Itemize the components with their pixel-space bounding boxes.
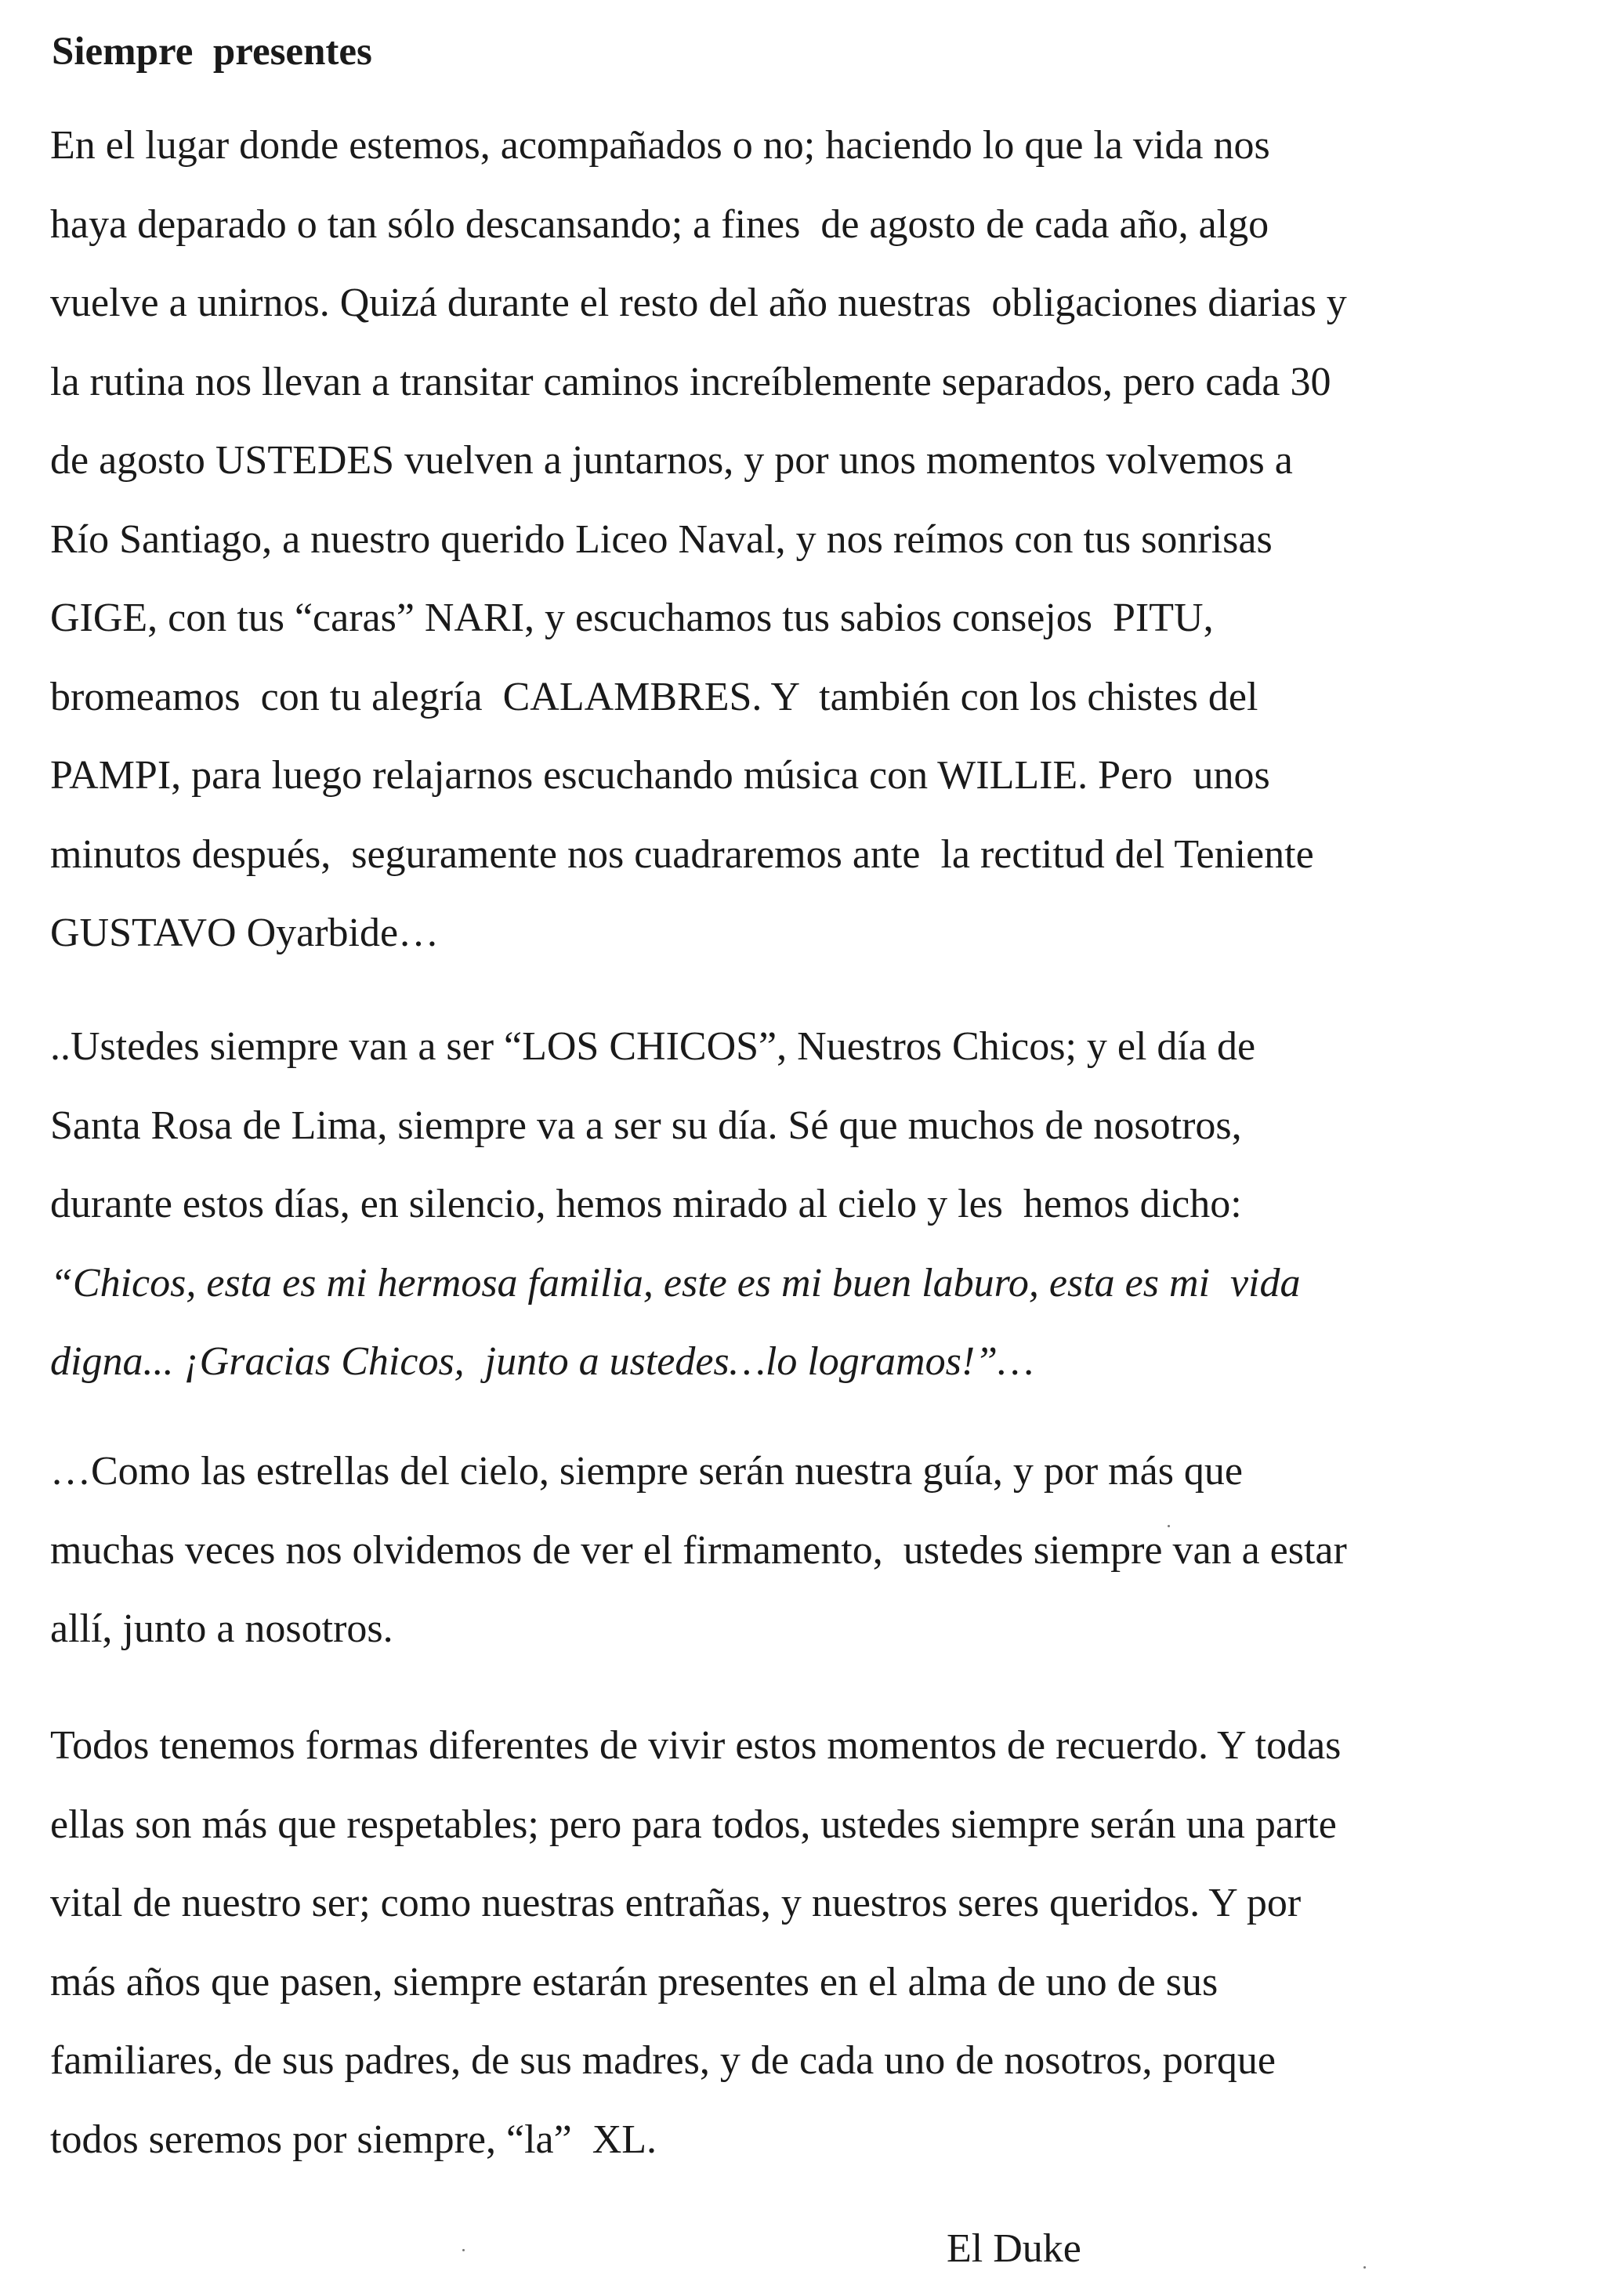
scan-speck xyxy=(1168,1525,1170,1527)
text-line: minutos después, seguramente nos cuadraremos ante la rectitud del Teniente xyxy=(50,831,1314,877)
text-line: vuelve a unirnos. Quizá durante el resto del año nuestras obligaciones diarias y xyxy=(50,281,1347,325)
document-title: Siempre presentes xyxy=(52,30,372,74)
scan-speck xyxy=(462,2249,465,2251)
paragraph-2 xyxy=(50,1008,1586,1402)
text-line: Río Santiago, a nuestro querido Liceo Naval, y nos reímos con tus sonrisas xyxy=(50,516,1273,562)
text-line: la rutina nos llevan a transitar caminos increíblemente separados, pero cada 30 xyxy=(50,359,1331,404)
text-line: muchas veces nos olvidemos de ver el firmamento, ustedes siempre van a estar xyxy=(50,1527,1347,1573)
text-line: GIGE, con tus “caras” NARI, y escuchamos tus sabios consejos PITU, xyxy=(50,596,1214,640)
signature: El Duke xyxy=(947,2226,1081,2271)
text-line: durante estos días, en silencio, hemos mirado al cielo y les hemos dicho: xyxy=(50,1182,1242,1226)
text-line: En el lugar donde estemos, acompañados o no; haciendo lo que la vida nos xyxy=(50,123,1270,168)
text-line: PAMPI, para luego relajarnos escuchando música con WILLIE. Pero unos xyxy=(50,753,1270,798)
text-line: bromeamos con tu alegría CALAMBRES. Y también con los chistes del xyxy=(50,674,1258,719)
text-line: familiares, de sus padres, de sus madres, y de cada uno de nosotros, porque xyxy=(50,2038,1276,2083)
text-line: allí, junto a nosotros. xyxy=(50,1606,393,1651)
quoted-line: digna... ¡Gracias Chicos, junto a ustedes…lo logramos!”… xyxy=(50,1339,1034,1384)
text-line: ellas son más que respetables; pero para todos, ustedes siempre serán una parte xyxy=(50,1802,1337,1847)
text-line: ..Ustedes siempre van a ser “LOS CHICOS”, Nuestros Chicos; y el día de xyxy=(50,1024,1256,1069)
quoted-line: “Chicos, esta es mi hermosa familia, este es mi buen laburo, esta es mi vida xyxy=(50,1260,1301,1306)
text-line: vital de nuestro ser; como nuestras entrañas, y nuestros seres queridos. Y por xyxy=(50,1881,1302,1925)
paragraph-1 xyxy=(50,107,1586,973)
paragraph-4 xyxy=(50,1707,1586,2179)
text-line: GUSTAVO Oyarbide… xyxy=(50,911,440,955)
text-line: Todos tenemos formas diferentes de vivir estos momentos de recuerdo. Y todas xyxy=(50,1723,1342,1768)
text-line: más años que pasen, siempre estarán presentes en el alma de uno de sus xyxy=(50,1959,1218,2004)
text-line: …Como las estrellas del cielo, siempre serán nuestra guía, y por más que xyxy=(50,1449,1244,1494)
text-line: Santa Rosa de Lima, siempre va a ser su día. Sé que muchos de nosotros, xyxy=(50,1103,1242,1148)
scan-speck xyxy=(1363,2266,1366,2269)
text-line: haya deparado o tan sólo descansando; a fines de agosto de cada año, algo xyxy=(50,201,1269,247)
text-line: todos seremos por siempre, “la” XL. xyxy=(50,2117,657,2162)
paragraph-3 xyxy=(50,1432,1586,1669)
text-line: de agosto USTEDES vuelven a juntarnos, y por unos momentos volvemos a xyxy=(50,438,1293,483)
